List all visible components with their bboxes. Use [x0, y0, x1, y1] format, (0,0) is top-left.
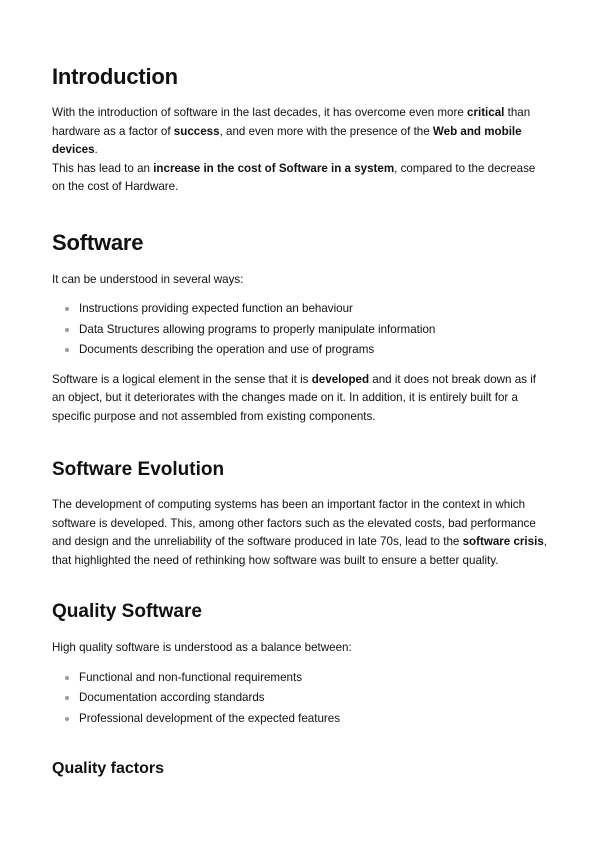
- list-item-text: Professional development of the expected features: [79, 711, 341, 725]
- quality-list: [52, 668, 548, 730]
- evolution-text-2: , that highlighted the need of rethinking how software was built to ensure a better quality.: [52, 535, 548, 567]
- software-evolution-heading: Software Evolution: [52, 459, 225, 480]
- bullet-icon: [65, 696, 69, 700]
- intro-text-4: .: [94, 143, 98, 156]
- introduction-heading: Introduction: [52, 64, 178, 89]
- quality-software-heading: Quality Software: [52, 601, 202, 622]
- list-item-text: Documents describing the operation and use of programs: [79, 343, 375, 356]
- bullet-icon: [65, 676, 69, 680]
- list-item: [64, 320, 548, 341]
- quality-intro-text: High quality software is understood as a balance between:: [52, 641, 352, 654]
- intro-bold-success: success: [173, 124, 220, 138]
- intro-bold-cost: increase in the cost of Software in a system: [153, 161, 395, 175]
- intro-bold-web: Web and mobile devices: [52, 124, 522, 156]
- bullet-icon: [65, 328, 69, 332]
- intro-text-6: , compared to the decrease on the cost of Hardware.: [52, 161, 536, 193]
- list-item-text: Data Structures allowing programs to properly manipulate information: [79, 322, 436, 336]
- list-item: [64, 709, 548, 730]
- bullet-icon: [65, 348, 69, 352]
- evolution-bold-crisis: software crisis: [462, 535, 544, 548]
- software-intro-text: It can be understood in several ways:: [52, 272, 244, 286]
- intro-text-1: With the introduction of software in the last decades, it has overcome even more: [52, 106, 468, 119]
- list-item-text: Documentation according standards: [79, 691, 265, 704]
- intro-text-2: than hardware as a factor of: [52, 106, 531, 138]
- software-list: [52, 299, 548, 361]
- software-text-1: Software is a logical element in the sense that it is: [52, 372, 312, 386]
- software-paragraph: [52, 371, 548, 427]
- list-item-text: Instructions providing expected function an behaviour: [79, 302, 353, 315]
- intro-bold-critical: critical: [467, 106, 505, 119]
- intro-text-5: This has lead to an: [52, 161, 154, 175]
- quality-factors-heading: Quality factors: [52, 760, 165, 777]
- software-heading: Software: [52, 229, 144, 255]
- bullet-icon: [65, 307, 69, 311]
- list-item-text: Functional and non-functional requirements: [79, 670, 302, 684]
- software-evolution-paragraph: [52, 496, 548, 570]
- list-item: [64, 668, 548, 689]
- evolution-text-1: The development of computing systems has been an important factor in the context in which software is developed. This, among other factors such as the elevated costs, bad performance and design and the unreliability of the software produced in late 70s, lead to the: [52, 498, 536, 548]
- introduction-paragraph: [52, 104, 548, 197]
- list-item: [64, 688, 548, 709]
- list-item: [64, 299, 548, 320]
- software-text-2: and it does not break down as if an object, but it deteriorates with the changes made on it. In addition, it is entirely built for a specific purpose and not assembled from existing components.: [52, 372, 536, 423]
- intro-text-3: , and even more with the presence of the: [219, 124, 433, 138]
- list-item: [64, 340, 548, 361]
- software-bold-developed: developed: [311, 372, 370, 386]
- bullet-icon: [65, 717, 69, 721]
